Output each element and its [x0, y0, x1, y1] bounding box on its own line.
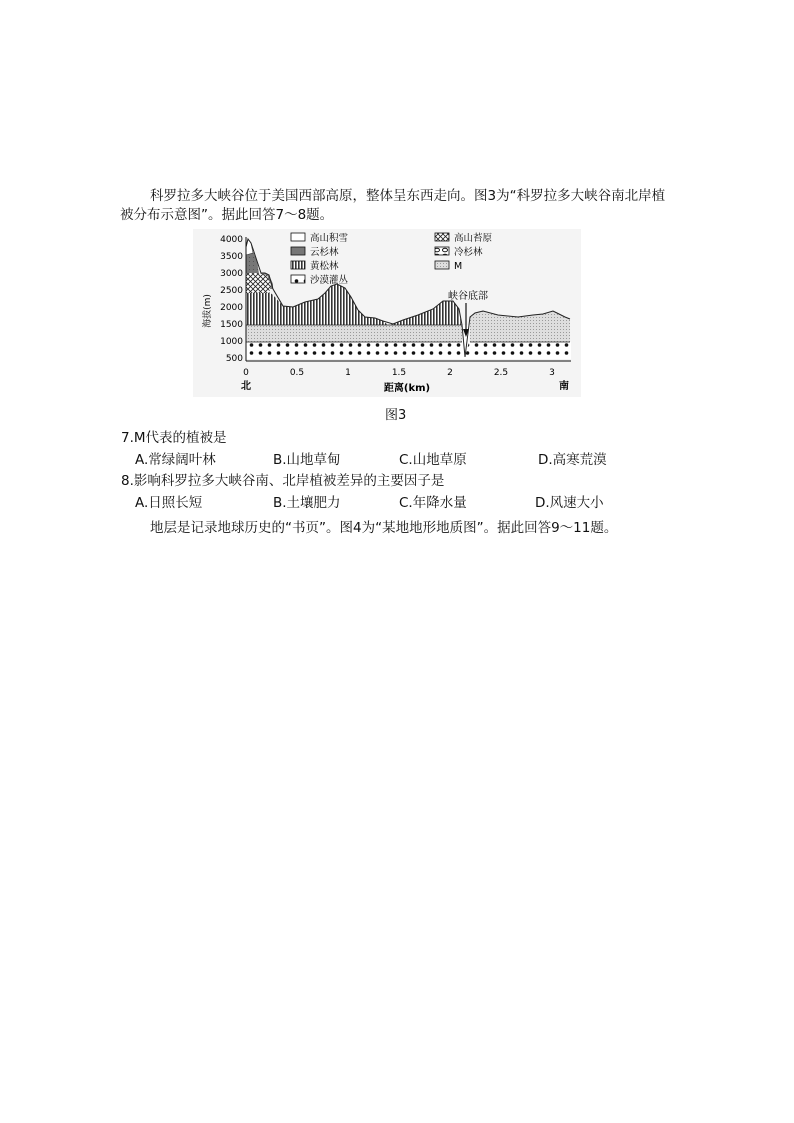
intro-line-1: 科罗拉多大峡谷位于美国西部高原，整体呈东西走向。图3为“科罗拉多大峡谷南北岸植 — [150, 188, 666, 204]
question-7-stem: 7.M代表的植被是 — [121, 430, 227, 446]
q7-option-d[interactable]: D.高寒荒漠 — [538, 452, 607, 468]
q8-option-d[interactable]: D.风速大小 — [535, 495, 604, 511]
x-tick-label: 3 — [549, 368, 555, 378]
m-band-north — [246, 325, 462, 342]
q7-option-a[interactable]: A.常绿阔叶林 — [135, 452, 216, 468]
legend-label-snow: 高山积雪 — [310, 233, 349, 244]
x-axis-label: 距离(km) — [383, 383, 431, 394]
q8-option-c[interactable]: C.年降水量 — [399, 495, 467, 511]
south-label: 南 — [559, 381, 569, 392]
q7-option-c[interactable]: C.山地草原 — [399, 452, 467, 468]
question-8-stem: 8.影响科罗拉多大峡谷南、北岸植被差异的主要因子是 — [121, 473, 445, 489]
x-tick-label: 1.5 — [391, 368, 407, 378]
legend-swatch-spruce — [291, 247, 305, 255]
legend-swatch-snow — [291, 233, 305, 241]
legend-swatch-desert — [291, 275, 305, 283]
q8-option-b[interactable]: B.土壤肥力 — [273, 495, 341, 511]
q8-option-a[interactable]: A.日照长短 — [135, 495, 203, 511]
q7-option-b[interactable]: B.山地草甸 — [273, 452, 341, 468]
y-tick-label: 2500 — [220, 286, 243, 296]
y-tick-label: 500 — [225, 354, 243, 364]
x-tick-label: 1 — [345, 368, 351, 378]
y-tick-label: 2000 — [220, 303, 243, 313]
x-tick-label: 0.5 — [289, 368, 305, 378]
legend-swatch-m — [435, 261, 449, 269]
legend-label-fir: 冷杉林 — [454, 247, 483, 258]
y-tick-label: 3000 — [220, 269, 243, 279]
legend-label-spruce: 云杉林 — [310, 247, 339, 258]
profile-svg — [193, 229, 581, 397]
y-tick-label: 4000 — [220, 235, 243, 245]
y-tick-label: 3500 — [220, 252, 243, 262]
x-tick-labels — [243, 368, 555, 378]
y-tick-label: 1000 — [220, 337, 243, 347]
legend-label-desert: 沙漠灌丛 — [310, 275, 349, 286]
x-tick-label: 2.5 — [493, 368, 509, 378]
x-tick-label: 0 — [243, 368, 249, 378]
y-tick-label: 1500 — [220, 320, 243, 330]
north-label: 北 — [241, 381, 251, 392]
y-axis-label: 海拔(m) — [203, 294, 213, 328]
figure-caption: 图3 — [385, 408, 407, 423]
alpine-tundra — [246, 273, 271, 293]
legend-swatch-pine — [291, 261, 305, 269]
legend-swatch-fir — [435, 247, 449, 255]
x-tick-label: 2 — [447, 368, 453, 378]
desert-scrub-band — [246, 342, 571, 359]
legend-label-tundra: 高山苔原 — [454, 233, 493, 244]
next-section-intro: 地层是记录地球历史的“书页”。图4为“某地地形地质图”。据此回答9～11题。 — [150, 520, 618, 536]
vegetation-profile-figure — [193, 229, 581, 397]
legend-label-pine: 黄松林 — [310, 261, 339, 272]
legend-swatch-tundra — [435, 233, 449, 241]
intro-line-2: 被分布示意图”。据此回答7～8题。 — [120, 207, 334, 223]
canyon-bottom-label: 峡谷底部 — [448, 291, 488, 302]
legend-label-m: M — [454, 261, 463, 272]
